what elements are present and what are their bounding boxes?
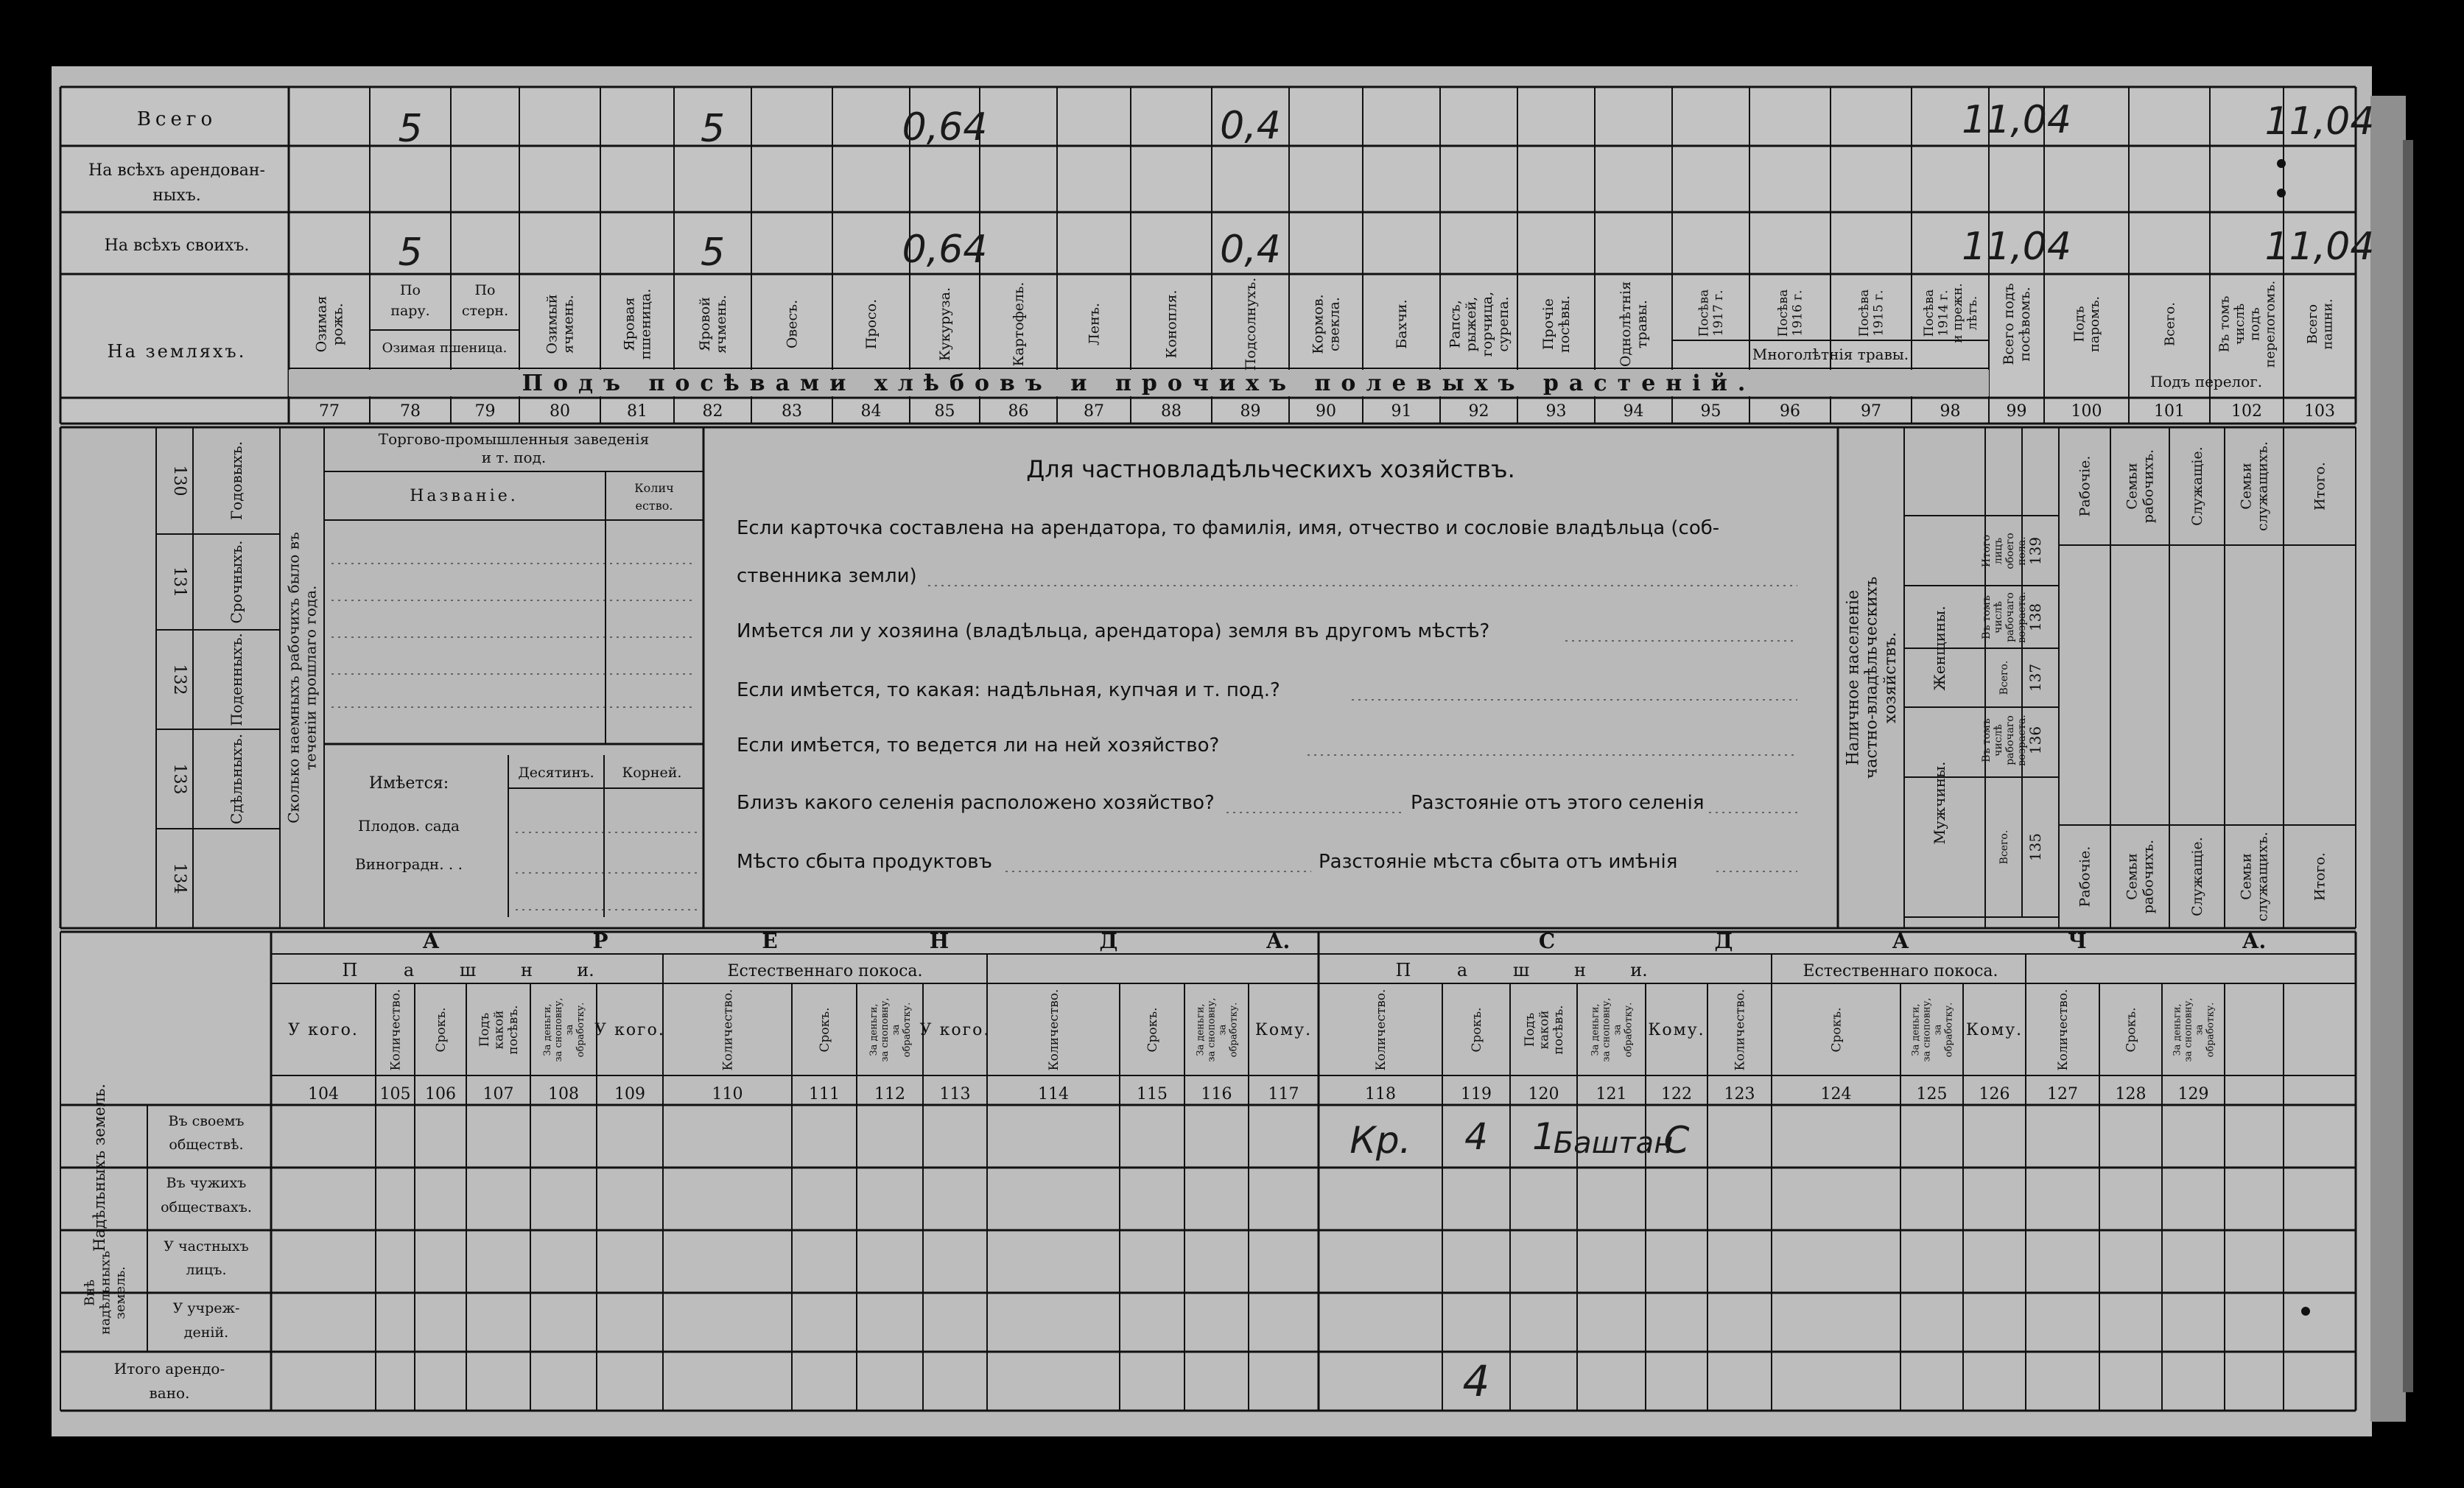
bottom-col-number-111: 111 [809, 1085, 840, 1103]
row-rented-label-2: ныхъ. [152, 186, 201, 205]
pop-header-139: обоего [2004, 533, 2016, 569]
hw-total-89: 0,4 [1220, 104, 1281, 148]
bottom-col-number-128: 128 [2115, 1085, 2147, 1103]
col-header-99: Всего подъ [2001, 283, 2018, 365]
bottom-col-header-129: за сноповну, [2183, 997, 2194, 1062]
pop-number-137: 137 [2026, 663, 2044, 692]
col-header-79: По [474, 282, 496, 298]
row-other-society: Въ чужихъ [166, 1175, 247, 1191]
women-label: Женщины. [1931, 606, 1948, 691]
roots-header: Корней. [622, 765, 682, 781]
right-col-top-3: Семьи [2238, 463, 2255, 510]
pop-header-139: Итого [1980, 534, 1993, 568]
col-header-98: и прежн. [1951, 283, 1966, 343]
col-number-88: 88 [1161, 402, 1182, 421]
bottom-col-header-104: У кого. [288, 1021, 359, 1039]
col-number-92: 92 [1468, 402, 1489, 421]
bottom-col-header-123: Количество. [1733, 989, 1748, 1071]
pop-number-139: 139 [2026, 536, 2044, 566]
col-header-96: Посѣва [1776, 289, 1791, 337]
row-totals-label: Всего [136, 108, 217, 130]
bottom-col-header-129: обработку. [2205, 1002, 2216, 1058]
pashni-letter-a-2: ш [459, 960, 477, 980]
row-own-society-2: обществѣ. [169, 1137, 244, 1153]
col-header-97: Посѣва [1857, 289, 1872, 337]
bottom-col-header-127: Количество. [2055, 989, 2071, 1071]
bottom-col-number-125: 125 [1916, 1085, 1948, 1103]
col-number-103: 103 [2304, 402, 2335, 421]
row-other-society-2: обществахъ. [161, 1199, 252, 1215]
right-col-top-0: Рабочіе. [2077, 455, 2093, 517]
sdacha-letter-1: Д [1714, 929, 1733, 953]
col-header-82: ячмень. [713, 295, 730, 354]
sdacha-letter-2: А [1892, 929, 1909, 953]
bottom-col-number-123: 123 [1724, 1085, 1755, 1103]
col-header-91: Бахчи. [1394, 299, 1411, 349]
col-header-103: Всего [2304, 303, 2320, 345]
col-header-90: свекла. [1326, 297, 1343, 351]
row-private: У частныхъ [164, 1238, 249, 1254]
col-header-87: Ленъ. [1086, 303, 1103, 345]
bottom-col-header-110: Количество. [720, 989, 736, 1071]
men-label: Мужчины. [1931, 761, 1948, 845]
col-number-79: 79 [474, 402, 496, 421]
bottom-col-number-112: 112 [874, 1085, 905, 1103]
bottom-col-header-121: за [1612, 1024, 1624, 1036]
col-number-83: 83 [782, 402, 802, 421]
bottom-col-header-126: Кому. [1965, 1021, 2024, 1039]
col-number-85: 85 [934, 402, 955, 421]
dess-header: Десятинъ. [518, 765, 594, 781]
right-col-bottom-4: Итого. [2312, 852, 2328, 901]
pashni-letter-s-1: а [1456, 960, 1468, 980]
col-header-89: Подсолнухъ. [1243, 277, 1260, 371]
pop-header-136: возраста. [2016, 715, 2029, 766]
left-row-134: 134 [170, 863, 189, 894]
ink-blot [2301, 1307, 2310, 1316]
hw-term: 1 [1532, 1115, 1556, 1158]
bottom-col-number-107: 107 [482, 1085, 514, 1103]
hw-own-85: 0,64 [902, 228, 988, 272]
left-row-label-132: Поденныхъ. [228, 633, 245, 726]
bottom-col-header-122: Кому. [1648, 1021, 1705, 1039]
col-header-88: Конопля. [1163, 289, 1180, 359]
itogo-label-2: вано. [149, 1384, 190, 1402]
bottom-col-header-121: обработку. [1623, 1002, 1635, 1058]
bottom-col-header-113: У кого. [919, 1021, 991, 1039]
col-header-92: Рапсъ, [1447, 300, 1464, 348]
right-col-top-1: Семьи [2124, 463, 2141, 510]
hw-total: 4 [1462, 1356, 1490, 1406]
pashni-letter-a-4: и. [577, 960, 594, 980]
question-5b: Разстояніе отъ этого селенія [1411, 792, 1705, 814]
left-row-133: 133 [170, 763, 189, 795]
pashni-letter-s-0: П [1395, 960, 1411, 980]
bottom-col-header-108: за [564, 1024, 576, 1036]
row-institutions-2: деній. [183, 1324, 229, 1341]
right-col-top-4: Итого. [2312, 462, 2328, 510]
row-private-2: лицъ. [186, 1262, 227, 1278]
trade-title: Торгово-промышленныя заведенія [378, 430, 650, 448]
sdacha-letter-0: С [1538, 929, 1556, 953]
bottom-col-header-116: за [1217, 1024, 1229, 1036]
bottom-col-number-126: 126 [1979, 1085, 2010, 1103]
hw-qty: 4 [1464, 1115, 1488, 1158]
row-institutions: У учреж- [172, 1300, 240, 1316]
col-header-98: 1914 г. [1936, 289, 1951, 337]
hw-whom: Кр. [1349, 1119, 1411, 1162]
nadel-label: Надѣльныхъ земель. [91, 1084, 108, 1252]
fallow-group: Подъ перелог. [2149, 373, 2263, 390]
row-rented-label: На всѣхъ арендован- [88, 161, 265, 180]
bottom-col-number-122: 122 [1661, 1085, 1692, 1103]
band-title: Подъ посѣвами хлѣбовъ и прочихъ полевыхъ растеній. [522, 371, 1756, 396]
bottom-col-header-111: Срокъ. [817, 1007, 832, 1053]
orchard-label: Плодов. сада [358, 817, 460, 835]
col-header-93: Прочіе [1540, 298, 1557, 351]
bottom-col-header-129: За деньги, [2172, 1003, 2183, 1056]
hw-own-103: 11,04 [2264, 225, 2375, 269]
bottom-col-header-118: Количество. [1373, 989, 1389, 1071]
hw-pay: С [1663, 1119, 1690, 1162]
col-header-99: посѣвомъ. [2017, 287, 2034, 362]
left-row-130: 130 [170, 465, 189, 496]
col-header-92: горчица, [1479, 291, 1496, 357]
bottom-col-number-117: 117 [1268, 1085, 1299, 1103]
right-col-top-2: Служащіе. [2189, 446, 2206, 526]
trade-qty-header-2: ество. [635, 499, 673, 513]
pop-header-138: рабочаго [2004, 592, 2016, 642]
bottom-col-header-107: посѣвъ. [506, 1005, 521, 1055]
bottom-col-number-124: 124 [1820, 1085, 1852, 1103]
bottom-col-number-116: 116 [1201, 1085, 1232, 1103]
hw-total-99: 11,04 [1962, 98, 2071, 142]
col-number-94: 94 [1623, 402, 1644, 421]
row-on-lands-label: На земляхъ. [107, 341, 247, 362]
bottom-col-header-108: обработку. [575, 1002, 586, 1058]
has-label: Имѣется: [368, 774, 449, 793]
col-number-89: 89 [1240, 402, 1261, 421]
bottom-col-number-119: 119 [1461, 1085, 1492, 1103]
col-number-99: 99 [2006, 402, 2027, 421]
grass-group: Многолѣтнія травы. [1752, 345, 1909, 363]
bottom-col-number-127: 127 [2047, 1085, 2078, 1103]
sdacha-letter-4: А. [2242, 929, 2267, 953]
pashni-letter-a-0: П [342, 960, 358, 980]
pop-number-136: 136 [2026, 726, 2044, 755]
bottom-col-number-109: 109 [614, 1085, 645, 1103]
col-header-90: Кормов. [1310, 294, 1327, 354]
col-number-96: 96 [1780, 402, 1800, 421]
col-header-77: Озимая [313, 295, 330, 353]
bottom-col-number-115: 115 [1137, 1085, 1168, 1103]
center-title: Для частновладѣльческихъ хозяйствъ. [1026, 455, 1515, 483]
itogo-label: Итого арендо- [113, 1360, 225, 1378]
bottom-col-header-125: за [1932, 1024, 1944, 1036]
bottom-col-number-121: 121 [1596, 1085, 1627, 1103]
vineyard-label: Виноградн. . . [354, 855, 463, 873]
bottom-col-header-125: За деньги, [1910, 1003, 1922, 1056]
bottom-col-header-121: За деньги, [1590, 1003, 1601, 1056]
hw-total-78: 5 [398, 107, 423, 151]
pop-header-136: рабочаго [2004, 715, 2016, 765]
col-header-96: 1916 г. [1790, 289, 1805, 337]
bottom-col-header-112: обработку. [901, 1002, 913, 1058]
question-4: Если имѣется, то какая: надѣльная, купчая и т. под.? [737, 679, 1280, 701]
col-header-95: 1917 г. [1711, 289, 1727, 337]
pop-header-138: Въ томъ [1980, 595, 1993, 639]
bottom-col-header-109: У кого. [594, 1021, 665, 1039]
col-header-94: Однолѣтнія [1618, 281, 1635, 368]
col-header-83: Овесъ. [784, 299, 801, 349]
question-5: Если имѣется, то ведется ли на ней хозяйство? [737, 734, 1220, 757]
bottom-col-header-105: Количество. [388, 989, 404, 1071]
col-header-80: Озимый [544, 294, 561, 354]
col-header-82: Яровой [697, 297, 714, 351]
col-number-101: 101 [2154, 402, 2185, 421]
pashni-letter-a-1: а [403, 960, 415, 980]
col-header-98: Посѣва [1922, 289, 1937, 337]
col-header-102: числѣ [2231, 303, 2247, 345]
hw-own-78: 5 [398, 231, 423, 275]
col-header-98: лѣтъ. [1965, 295, 1980, 331]
col-header-100: паромъ. [2087, 295, 2103, 353]
left-row-131: 131 [170, 566, 189, 597]
col-number-81: 81 [627, 402, 647, 421]
col-header-85: Кукуруза. [937, 287, 954, 362]
hw-total-82: 5 [700, 107, 726, 151]
hw-total-85: 0,64 [902, 105, 988, 150]
col-header-79-b: стерн. [461, 303, 509, 319]
pop-header-137: Всего. [1998, 660, 2010, 695]
left-row-label-130: Годовыхъ. [228, 441, 245, 521]
col-header-92: рыжей, [1463, 296, 1480, 352]
question-2: ственника земли) [737, 565, 917, 587]
bottom-col-number-110: 110 [712, 1085, 743, 1103]
hw-own-99: 11,04 [1962, 225, 2071, 269]
population-vertical-label: Наличное населеніе [1844, 589, 1863, 766]
col-header-101: Всего. [2162, 302, 2178, 346]
population-vertical-label: частно-владѣльческихъ [1862, 576, 1881, 779]
pop-header-136: Въ томъ [1980, 718, 1993, 762]
bottom-col-header-112: за [891, 1024, 902, 1036]
col-header-102: подъ [2247, 307, 2263, 341]
bottom-col-header-120: какой [1537, 1010, 1552, 1050]
bottom-col-header-120: посѣвъ. [1551, 1005, 1566, 1055]
arenda-letter-1: Р [592, 929, 608, 953]
col-header-78-b: пару. [390, 303, 430, 319]
pashni-letter-a-3: н [521, 960, 533, 980]
vne-label: земель. [113, 1266, 128, 1320]
arenda-letter-5: А. [1266, 929, 1291, 953]
bottom-col-number-108: 108 [548, 1085, 579, 1103]
col-header-81: Яровая [621, 297, 638, 351]
col-header-95: Посѣва [1696, 289, 1712, 337]
bottom-col-header-116: за сноповну, [1206, 997, 1218, 1062]
bottom-col-number-114: 114 [1038, 1085, 1069, 1103]
col-number-77: 77 [319, 402, 340, 421]
col-number-97: 97 [1861, 402, 1881, 421]
bottom-col-header-121: за сноповну, [1601, 997, 1612, 1062]
bottom-col-header-112: За деньги, [868, 1003, 880, 1056]
pop-header-139: лицъ [1992, 537, 2004, 565]
bottom-col-header-129: за [2194, 1024, 2205, 1036]
arenda-letter-2: Е [762, 929, 778, 953]
bottom-col-header-128: Срокъ. [2124, 1007, 2139, 1053]
vne-label: Внѣ [82, 1279, 98, 1307]
bottom-col-number-129: 129 [2177, 1085, 2209, 1103]
col-number-78: 78 [400, 402, 421, 421]
left-row-132: 132 [170, 664, 189, 695]
col-number-93: 93 [1545, 402, 1567, 421]
col-header-93: посѣвы. [1556, 295, 1573, 354]
arenda-letter-3: Н [929, 929, 950, 953]
ink-blot [2277, 189, 2286, 197]
col-number-86: 86 [1008, 402, 1029, 421]
bottom-col-header-114: Количество. [1046, 989, 1061, 1071]
bottom-col-header-116: За деньги, [1195, 1003, 1207, 1056]
col-header-92: сурепа. [1495, 296, 1512, 352]
col-header-94: травы. [1634, 300, 1651, 348]
wheat-group: Озимая пшеница. [382, 340, 508, 356]
pop-header-139: пола. [2016, 536, 2029, 566]
right-col-top-1: рабочихъ. [2140, 449, 2157, 524]
right-col-bottom-2: Служащіе. [2189, 837, 2206, 916]
col-number-87: 87 [1084, 402, 1104, 421]
right-col-bottom-3: служащихъ. [2254, 832, 2271, 922]
col-header-97: 1915 г. [1871, 289, 1886, 337]
col-number-95: 95 [1700, 402, 1721, 421]
col-number-91: 91 [1391, 402, 1412, 421]
bottom-col-number-104: 104 [308, 1085, 339, 1103]
right-col-bottom-1: Семьи [2124, 853, 2141, 900]
hw-total-103: 11,04 [2264, 99, 2375, 144]
question-3: Имѣется ли у хозяина (владѣльца, арендатора) земля въ другомъ мѣстѣ? [737, 620, 1490, 642]
bottom-col-header-116: обработку. [1228, 1002, 1240, 1058]
col-header-102: перелогомъ. [2262, 280, 2278, 368]
pop-header-138: числѣ [1992, 601, 2004, 634]
trade-title-2: и т. под. [481, 449, 547, 466]
col-number-82: 82 [702, 402, 723, 421]
right-col-top-3: служащихъ. [2254, 441, 2271, 531]
pashni-letter-s-3: н [1574, 960, 1586, 980]
bottom-col-number-120: 120 [1528, 1085, 1559, 1103]
right-col-bottom-0: Рабочіе. [2077, 846, 2093, 908]
bottom-col-header-125: обработку. [1943, 1002, 1955, 1058]
bottom-col-header-112: за сноповну, [880, 997, 891, 1062]
question-1: Если карточка составлена на арендатора, то фамилія, имя, отчество и сословіе владѣльца (соб- [737, 517, 1720, 539]
row-own-label: На всѣхъ своихъ. [104, 236, 250, 255]
question-6b: Разстояніе мѣста сбыта отъ имѣнія [1319, 851, 1678, 873]
hw-crop: Баштан [1553, 1126, 1674, 1160]
bottom-col-header-106: Срокъ. [433, 1007, 449, 1053]
col-number-84: 84 [860, 402, 882, 421]
col-header-103: пашни. [2320, 298, 2336, 350]
col-number-90: 90 [1316, 402, 1336, 421]
trade-qty-header: Колич [634, 481, 674, 495]
col-number-98: 98 [1940, 402, 1961, 421]
workers-vertical-label: Сколько наемныхъ рабочихъ было въ [284, 532, 303, 824]
pashni-letter-s-2: ш [1512, 960, 1530, 980]
arenda-letter-4: Д [1099, 929, 1118, 953]
bottom-col-header-108: За деньги, [542, 1003, 554, 1056]
sdacha-letter-3: Ч [2068, 929, 2087, 953]
left-row-label-131: Срочныхъ. [228, 540, 245, 624]
pop-header-136: числѣ [1992, 724, 2004, 757]
col-header-100: Подъ [2071, 306, 2088, 343]
pop-number-138: 138 [2026, 603, 2044, 632]
col-number-102: 102 [2231, 402, 2262, 421]
workers-vertical-label: теченіи прошлаго года. [301, 585, 320, 771]
bottom-col-header-115: Срокъ. [1145, 1007, 1160, 1053]
trade-name-header: Названіе. [410, 487, 519, 505]
pashni-letter-s-4: и. [1630, 960, 1648, 980]
bottom-col-header-117: Кому. [1254, 1021, 1313, 1039]
pop-number-135: 135 [2026, 832, 2044, 862]
question-5: Близъ какого селенія расположено хозяйство? [737, 792, 1215, 814]
col-number-80: 80 [550, 402, 570, 421]
population-vertical-label: хозяйствъ. [1881, 631, 1900, 724]
col-header-81: пшеница. [637, 288, 654, 360]
col-header-80: ячмень. [560, 295, 577, 354]
hw-own-89: 0,4 [1220, 228, 1281, 272]
bottom-col-header-125: за сноповну, [1921, 997, 1933, 1062]
ink-blot [2277, 159, 2286, 168]
col-header-86: Картофель. [1011, 281, 1028, 367]
hay-header-a: Естественнаго покоса. [727, 962, 923, 980]
question-6: Мѣсто сбыта продуктовъ [737, 851, 992, 873]
hay-header-s: Естественнаго покоса. [1803, 962, 1998, 980]
bottom-col-number-106: 106 [425, 1085, 456, 1103]
bottom-col-header-119: Срокъ. [1469, 1007, 1484, 1053]
arenda-letter-0: А [422, 929, 440, 953]
bottom-col-number-105: 105 [379, 1085, 411, 1103]
hw-own-82: 5 [700, 231, 726, 275]
bottom-col-header-120: Подъ [1522, 1012, 1537, 1047]
vne-label: надѣльныхъ [97, 1251, 113, 1335]
bottom-col-header-108: за сноповну, [553, 997, 565, 1062]
right-col-bottom-1: рабочихъ. [2140, 839, 2157, 914]
col-header-78: По [399, 282, 421, 298]
left-row-label-133: Сдѣльныхъ. [228, 734, 245, 824]
bottom-col-header-107: какой [491, 1010, 507, 1050]
col-number-100: 100 [2071, 402, 2102, 421]
col-header-102: Въ томъ [2216, 295, 2233, 353]
pop-header-135: Всего. [1998, 829, 2010, 865]
bottom-col-number-118: 118 [1365, 1085, 1396, 1103]
row-own-society: Въ своемъ [168, 1113, 245, 1129]
col-header-84: Просо. [863, 298, 880, 350]
col-header-77: рожь. [329, 303, 346, 345]
right-col-bottom-3: Семьи [2238, 853, 2255, 900]
bottom-col-header-124: Срокъ. [1829, 1007, 1845, 1053]
pop-header-138: возраста. [2016, 592, 2029, 643]
bottom-col-number-113: 113 [939, 1085, 971, 1103]
bottom-col-header-107: Подъ [477, 1012, 492, 1047]
